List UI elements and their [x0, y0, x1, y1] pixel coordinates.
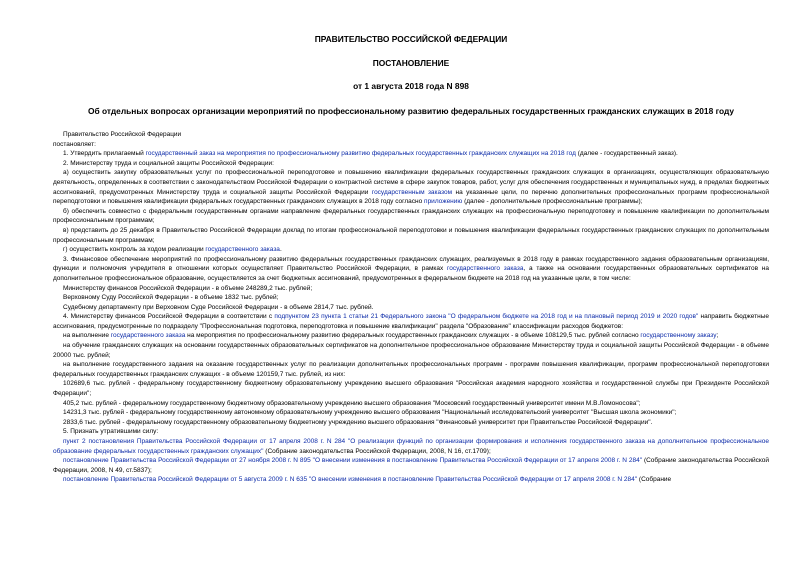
paragraph: на обучение гражданских служащих на основании государственных образовательных сертификатов на дополнительное профессиональное образование Министерству труда и социальной защиты Российской Федерации - в объеме 20000 тыс. рублей; [53, 342, 769, 359]
document-type: ПОСТАНОВЛЕНИЕ [372, 58, 450, 68]
document-title: Об отдельных вопросах организации мероприятий по профессиональному развитию федеральных государственных гражданских служащих в 2018 году [87, 106, 735, 116]
paragraph: 102689,6 тыс. рублей - федеральному государственному бюджетному образовательному учреждению высшего образования "Российская академия народного хозяйства и государственной службы при Президенте Российской Федерации"; [53, 380, 769, 398]
paragraph: 1. Утвердить прилагаемый государственный заказ на мероприятия по профессиональному развитию федеральных государственных гражданских служащих на 2018 год (далее - государственный заказ). [63, 150, 678, 158]
repealed-act-link[interactable]: постановление Правительства Российской Федерации от 27 ноября 2008 г. N 895 "О внесении изменения в постановление Правительства Российской Федерации от 17 апреля 2008 г. N 284" [63, 457, 643, 465]
paragraph: б) обеспечить совместно с федеральным государственным органами направление федеральных государственных гражданских служащих на профессиональную переподготовку и повышение квалификации по дополнительным профессиональным программам; [53, 207, 769, 225]
paragraph: 405,2 тыс. рублей - федеральному государственному бюджетному образовательному учреждению высшего образования "Московский государственный университет имени М.В.Ломоносова"; [63, 399, 641, 407]
appendix-link[interactable]: приложению [424, 198, 463, 206]
state-order-link[interactable]: государственного заказа [110, 332, 186, 340]
paragraph: в) представить до 25 декабря в Правительство Российской Федерации доклад по итогам профессиональной переподготовки и повышения квалификации федеральных государственных гражданских служащих по дополнительным профессиональным программам; [53, 226, 769, 244]
state-order-link[interactable]: государственного заказа [205, 246, 280, 254]
paragraph: 5. Признать утратившими силу: [63, 428, 159, 436]
state-order-link[interactable]: государственному заказу [640, 332, 717, 340]
federal-law-link[interactable]: подпунктом 23 пункта 1 статьи 21 Федерального закона "О федеральном бюджете на 2018 год и на плановый период 2019 и 2020 годов" [274, 313, 699, 321]
paragraph: Судебному департаменту при Верховном Суде Российской Федерации - в объеме 2814,7 тыс. рублей. [63, 303, 374, 311]
paragraph: Правительство Российской Федерации [63, 131, 182, 138]
paragraph: пункт 2 постановления Правительства Российской Федерации от 17 апреля 2008 г. N 284 "О реализации функций по организации формирования и исполнения государственного заказа на дополнительное профессиональное образование федеральных государственных гражданских служащих" (Собрание законодательства Российской Федерации, 2008, N 16, ст.1709); [53, 438, 769, 455]
paragraph: на выполнение государственного задания на оказание государственных услуг по реализации дополнительных профессиональных программ - программ повышения квалификации, программ профессиональной переподготовки федеральных государственных гражданских служащих - в объеме 120159,7 тыс. рублей, из них: [53, 361, 769, 378]
paragraph: постановление Правительства Российской Федерации от 5 августа 2009 г. N 635 "О внесении изменения в постановление Правительства Российской Федерации от 17 апреля 2008 г. N 284" (Собрание [63, 476, 672, 484]
paragraph: Верховному Суду Российской Федерации - в объеме 1832 тыс. рублей; [63, 294, 279, 302]
paragraph: г) осуществить контроль за ходом реализации государственного заказа. [63, 246, 282, 254]
paragraph: 2. Министерству труда и социальной защиты Российской Федерации: [63, 159, 274, 167]
paragraph: 3. Финансовое обеспечение мероприятий по профессиональному развитию федеральных государственных гражданских служащих, реализуемых в 2018 году в рамках государственного задания образовательным организациям, функции и полномочия учредителя в отношении которых осуществляет Правительство Российской Федерации, в рамках государственного заказа, а также на основании государственных образовательных сертификатов на дополнительное профессиональное образование, осуществляется за счет бюджетных ассигнований, предусмотренных в федеральном бюджете на 2018 год на указанные цели, в том числе: [53, 255, 769, 282]
document-date: от 1 августа 2018 года N 898 [353, 81, 469, 91]
state-order-link[interactable]: государственный заказ на мероприятия по профессиональному развитию федеральных государственных гражданских служащих на 2018 год [145, 150, 576, 158]
repealed-act-link[interactable]: постановление Правительства Российской Федерации от 5 августа 2009 г. N 635 "О внесении изменения в постановление Правительства Российской Федерации от 17 апреля 2008 г. N 284" [63, 476, 638, 484]
paragraph: а) осуществить закупку образовательных услуг по профессиональной переподготовке и повышению квалификации федеральных государственных гражданских служащих в организациях, осуществляющих образовательную деятельность, определенных в соответствии с законодательством Российской Федерации о контрактной системе в сфере закупок товаров, работ, услуг для обеспечения государственных и муниципальных нужд, в пределах бюджетных ассигнований, предусмотренных Министерству труда и социальной защиты Российской Федерации государственным заказом на указанные цели, по перечню дополнительных профессиональных программ профессиональной переподготовки и повышения квалификации федеральных государственных гражданских служащих в 2018 году согласно приложению (далее - дополнительные профессиональные программы); [53, 169, 769, 206]
paragraph: постановление Правительства Российской Федерации от 27 ноября 2008 г. N 895 "О внесении изменения в постановление Правительства Российской Федерации от 17 апреля 2008 г. N 284" (Собрание законодательства Российской Федерации, 2008, N 49, ст.5837); [53, 457, 769, 474]
state-order-link[interactable]: государственным заказом [371, 188, 453, 196]
government-title: ПРАВИТЕЛЬСТВО РОССИЙСКОЙ ФЕДЕРАЦИИ [314, 34, 508, 44]
paragraph: Министерству финансов Российской Федерации - в объеме 248289,2 тыс. рублей; [63, 284, 313, 292]
state-order-link[interactable]: государственного заказа [447, 265, 524, 273]
paragraph: постановляет: [53, 140, 96, 148]
paragraph: 2833,6 тыс. рублей - федеральному государственному образовательному бюджетному учреждению высшего образования "Финансовый университет при Правительстве Российской Федерации". [63, 418, 653, 426]
paragraph: 14231,3 тыс. рублей - федеральному государственному автономному образовательному учреждению высшего образования "Национальный исследовательский университет "Высшая школа экономики"; [63, 409, 677, 417]
paragraph: на выполнение государственного заказа на мероприятия по профессиональному развитию федеральных государственных гражданских служащих - в объеме 108129,5 тыс. рублей согласно государственному заказу; [63, 332, 719, 340]
repealed-act-link[interactable]: пункт 2 постановления Правительства Российской Федерации от 17 апреля 2008 г. N 284 "О реализации функций по организации формирования и исполнения государственного заказа на дополнительное профессиональное образование федеральных государственных гражданских служащих" [53, 438, 769, 455]
paragraph: 4. Министерству финансов Российской Федерации в соответствии с подпунктом 23 пункта 1 статьи 21 Федерального закона "О федеральном бюджете на 2018 год и на плановый период 2019 и 2020 годов" направить бюджетные ассигнования, предусмотренные по подразделу "Профессиональная подготовка, переподготовка и повышение квалификации" раздела "Образование" классификации расходов бюджетов: [53, 313, 769, 330]
